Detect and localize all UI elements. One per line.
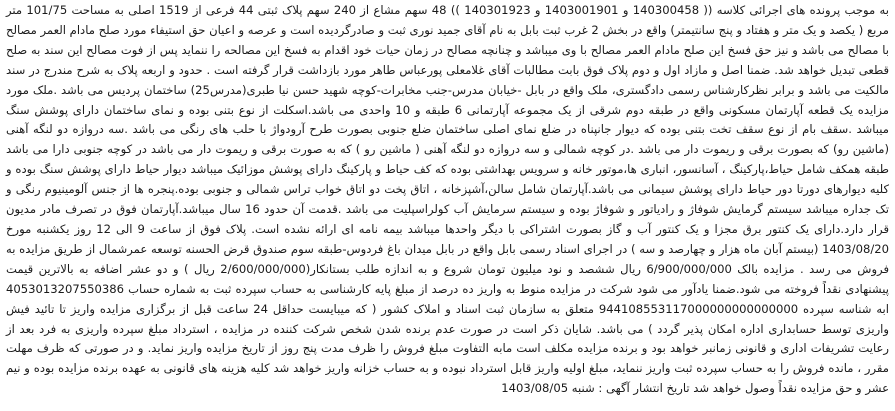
notice-body-text: به موجب پرونده های اجرائی کلاسه (( 140300458 و 1403001901 و 140301923 )) 48 سهم مشاع از 240 سهم پلاک ثبتی 44 فرعی از 1519 اصلی به مساحت 101/75 متر مربع ( یکصد و یک متر و هفتاد و پنج سانتیمتر) واقع در بخش 2 غرب ثبت بابل به نام آقای جمید نوری ثبت و صادرگردیده است و عرصه و اعیان حق استیفاء مورد صلح مادام العمر مصالح با مصالح می باشد و نیز حق فسخ این صلح مادام العمر مصالح با وی میباشد و چنانچه مصالح در زمان حیات خود اقدام به فسخ این مصالحه را ننماید پس از فوت مصالح این سند به صلح قطعی تبدیل خواهد شد. ضمنا اصل و مازاد اول و دوم پلاک فوق بابت مطالبات آقای غلامعلی پورعباس طاهر مورد بازداشت قرار گرفته است . حدود و اربعه پلاک به شرح مندرج در سند مالکیت می باشد و برابر نظرکارشناس رسمی دادگستری، ملک واقع در بابل -خیابان مدرس-جنب مخابرات-کوچه شهید حسن نیا طبری(مدرس25) ساختمان پردیس می باشد .ملک مورد مزایده یک قطعه آپارتمان مسکونی واقع در طبقه دوم شرقی از یک مجموعه آپارتمانی 6 طبقه و 10 واحدی می باشد.اسکلت از نوع بتنی بوده و نمای ساختمان دارای پوشش سنگ میباشد .سقف بام از نوع سقف تخت بتنی بوده که دیوار جانپناه در ضلع نمای اصلی ساختمان ضلع جنوبی بصورت طرح آرودواژ با حلب های رنگی می باشد .سه دروازه دو لنگه آهنی (ماشین رو) که بصورت برقی و ریموت دار می باشد .در کوچه شمالی و سه دروازه دو لنگه آهنی ( ماشین رو ) که به صورت برقی و ریموت دار می باشد در کوچه جنوبی دارا می باشد طبقه همکف شامل حیاط،پارکینگ ، آسانسور، انباری ها،موتور خانه و سرویس بهداشتی بوده که کف حیاط و پارکینگ دارای پوشش موزائیک میباشد دیوار حیاط دارای پوشش سنگ بوده و کلیه دیوارهای دورتا دور حیاط دارای پوشش سیمانی می باشد.آپارتمان شامل سالن،آشپزخانه ، اتاق پخت دو اتاق خواب تراس شمالی و جنوبی بوده.پنجره ها از جنس آلومینیوم رنگی و تک جداره میباشد سیستم گرمایش شوفاژ و رادیاتور و شوفاژ بوده و سیستم سرمایش آب کولراسپلیت می باشد .قدمت آن حدود 16 سال میباشد.آپارتمان فوق در تصرف مادر مدیون قرار دارد.دارای یک کنتور برق مجزا و یک کنتور آب و گاز بصورت اشتراکی با دیگر واحدها میباشد بیمه نامه ای ارائه نشده است. پلاک فوق از ساعت 9 الی 12 روز یکشنبه مورخ 1403/08/20 (بیستم آبان ماه هزار و چهارصد و سه ) در اجرای اسناد رسمی بابل واقع در بابل میدان باغ فردوس-طبقه سوم صندوق قرض الحسنه توسعه عمرشمال از طریق مزایده به فروش می رسد . مزایده بالک 6/900/000/000 ریال ششصد و نود میلیون تومان شروع و به اندازه طلب بستانکار(2/600/000/000 ریال ) و دو عشر اضافه به بالاترین قیمت پیشنهادی نقداً فروخته می شود.ضمنا یادآور می شود شرکت در مزایده منوط به واریز ده درصد از مبلغ پایه کارشناسی به حساب سپرده ثبت به شماره حساب 4053013207550386 ابه شناسه سپرده 944108553117000000000000000 متعلق به سازمان ثبت اسناد و املاک کشور ( که میبایست حداقل 24 ساعت قبل از برگزاری مزایده واریز تا تائید فیش واریزی توسط حسابداری اداره امکان پذیر گردد ) می باشد. شایان ذکر است در صورت عدم برنده شدن شخص شرکت کننده در مزایده ، استرداد مبلغ سپرده واریزی به فرد بعد از رعایت تشریفات اداری و قانونی زمانبر خواهد بود و برنده مزایده مکلف است مابه التفاوت مبلغ فروش را ظرف مدت پنج روز از تاریخ مزایده واریز نماید. و در صورتی که ظرف مهلت مقرر ، مانده فروش را به حساب سپرده ثبت واریز ننماید، مبلغ اولیه واریز قابل استرداد نبوده و به حساب خزانه واریز خواهد شد کلیه هزینه های قانونی به عهده برنده مزایده بوده و نیم عشر و حق مزایده نقداً وصول خواهد شد تاریخ انتشار آگهی : شنبه 1403/08/05 bbox=[6, 3, 890, 396]
